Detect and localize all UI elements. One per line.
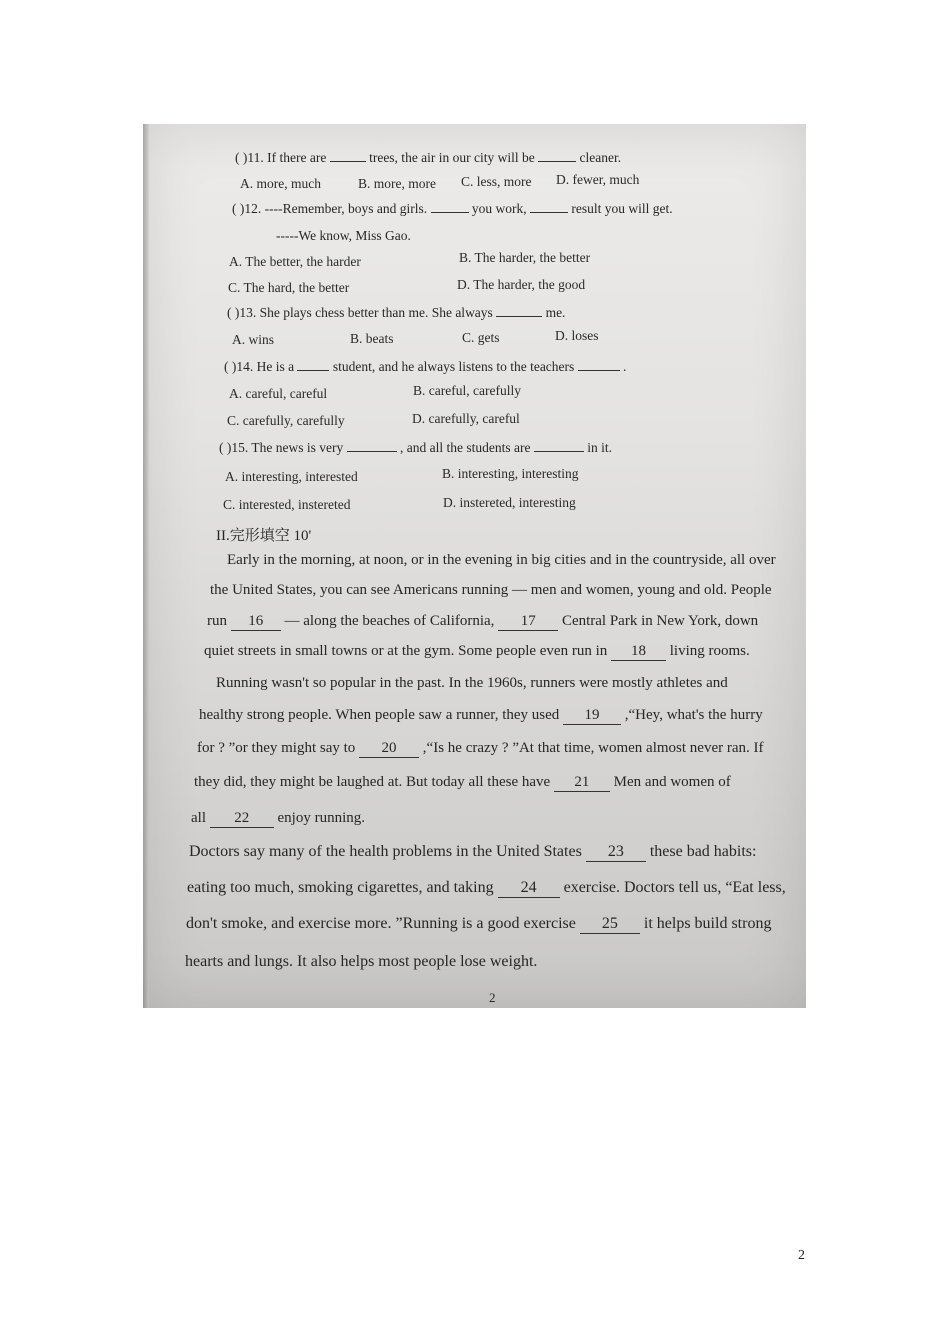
cloze-blank-25: 25 — [580, 915, 640, 934]
passage-text: enjoy running. — [277, 810, 365, 826]
passage-line-7 — [197, 740, 764, 758]
q15-option-b: B. interesting, interesting — [442, 466, 579, 481]
q12-mid: you work, — [471, 201, 527, 216]
q11-mid: trees, the air in our city will be — [369, 150, 535, 165]
q14-blank-1 — [297, 370, 329, 371]
q14-option-a: A. careful, careful — [229, 386, 328, 401]
q11-option-d: D. fewer, much — [556, 172, 640, 187]
q15-mid: , and all the students are — [399, 440, 531, 455]
passage-text: ,“Hey, what's the hurry — [624, 707, 763, 723]
question-15 — [219, 440, 612, 456]
passage-text: quiet streets in small towns or at the gym. Some people even run in — [204, 643, 608, 659]
q15-option-a: A. interesting, interested — [225, 469, 358, 484]
passage-line-3 — [207, 613, 758, 631]
passage-text: exercise. Doctors tell us, “Eat less, — [563, 879, 786, 896]
cloze-blank-19: 19 — [563, 707, 621, 725]
passage-text: Central Park in New York, down — [561, 613, 759, 629]
passage-text: run — [207, 613, 227, 629]
passage-line-12 — [186, 915, 771, 934]
q13-option-d: D. loses — [555, 328, 599, 343]
passage-line-2: the United States, you can see Americans running — men and women, young and old. People — [210, 582, 772, 598]
scanned-page-photo — [143, 124, 806, 1008]
q11-end: cleaner. — [579, 150, 622, 165]
q12-end: result you will get. — [571, 201, 673, 216]
q14-option-d: D. carefully, careful — [412, 411, 520, 426]
q14-stem: ( )14. He is a — [224, 359, 295, 374]
passage-line-5: Running wasn't so popular in the past. In the 1960s, runners were mostly athletes and — [216, 675, 728, 691]
q11-blank-2 — [538, 161, 576, 162]
q15-stem: ( )15. The news is very — [219, 440, 344, 455]
passage-line-4 — [204, 643, 750, 661]
passage-line-9 — [191, 810, 365, 828]
photo-page-number: 2 — [489, 990, 496, 1005]
q12-blank-2 — [530, 212, 568, 213]
q12-blank-1 — [431, 212, 469, 213]
q13-option-b: B. beats — [350, 331, 394, 346]
passage-text: Men and women of — [613, 774, 731, 790]
q12-reply: -----We know, Miss Gao. — [276, 228, 411, 243]
cloze-blank-16: 16 — [231, 613, 281, 631]
passage-text: — along the beaches of California, — [284, 613, 495, 629]
cloze-blank-22: 22 — [210, 810, 274, 828]
q11-option-c: C. less, more — [461, 174, 532, 189]
q11-option-a: A. more, much — [240, 176, 321, 191]
cloze-blank-23: 23 — [586, 843, 646, 862]
q14-end: . — [623, 359, 627, 374]
q14-blank-2 — [578, 370, 620, 371]
photo-edge-shadow — [143, 124, 149, 1008]
q12-option-b: B. The harder, the better — [459, 250, 591, 265]
passage-text: it helps build strong — [643, 915, 772, 932]
question-11 — [235, 150, 621, 166]
passage-text: don't smoke, and exercise more. ”Running is a good exercise — [186, 915, 576, 932]
cloze-blank-17: 17 — [498, 613, 558, 631]
cloze-blank-24: 24 — [498, 879, 560, 898]
passage-line-10 — [189, 843, 756, 862]
cloze-blank-21: 21 — [554, 774, 610, 792]
passage-text: ,“Is he crazy ? ”At that time, women almost never ran. If — [422, 740, 764, 756]
passage-text: these bad habits: — [649, 843, 757, 860]
q14-mid: student, and he always listens to the teachers — [332, 359, 575, 374]
q11-option-b: B. more, more — [358, 176, 436, 191]
q11-stem: ( )11. If there are — [235, 150, 327, 165]
question-12 — [232, 201, 673, 217]
q12-option-a: A. The better, the harder — [229, 254, 361, 269]
passage-text: they did, they might be laughed at. But today all these have — [194, 774, 551, 790]
passage-text: all — [191, 810, 206, 826]
q12-option-c: C. The hard, the better — [228, 280, 350, 295]
passage-text: Doctors say many of the health problems in the United States — [189, 843, 582, 860]
passage-line-6 — [199, 707, 763, 725]
section-heading-cloze: II.完形填空 10' — [216, 528, 312, 544]
q13-end: me. — [545, 305, 566, 320]
q15-option-d: D. instereted, interesting — [443, 495, 576, 510]
document-page-number: 2 — [798, 1248, 805, 1263]
passage-text: for ? ”or they might say to — [197, 740, 356, 756]
question-13 — [227, 305, 565, 321]
q14-option-b: B. careful, carefully — [413, 383, 521, 398]
q12-option-d: D. The harder, the good — [457, 277, 586, 292]
cloze-blank-18: 18 — [611, 643, 666, 661]
q15-end: in it. — [587, 440, 612, 455]
passage-text: eating too much, smoking cigarettes, and taking — [187, 879, 494, 896]
q15-blank-2 — [534, 451, 584, 452]
q15-blank-1 — [347, 451, 397, 452]
q12-stem: ( )12. ----Remember, boys and girls. — [232, 201, 428, 216]
q13-option-c: C. gets — [462, 330, 500, 345]
cloze-blank-20: 20 — [359, 740, 419, 758]
passage-line-8 — [194, 774, 731, 792]
q13-stem: ( )13. She plays chess better than me. She always — [227, 305, 493, 320]
passage-line-1: Early in the morning, at noon, or in the evening in big cities and in the countryside, all over — [227, 552, 776, 568]
passage-line-13: hearts and lungs. It also helps most people lose weight. — [185, 953, 538, 970]
q11-blank-1 — [330, 161, 366, 162]
q14-option-c: C. carefully, carefully — [227, 413, 345, 428]
passage-text: healthy strong people. When people saw a runner, they used — [199, 707, 560, 723]
q15-option-c: C. interested, instereted — [223, 497, 351, 512]
passage-line-11 — [187, 879, 786, 898]
passage-text: living rooms. — [669, 643, 750, 659]
q13-option-a: A. wins — [232, 332, 275, 347]
question-14 — [224, 359, 626, 375]
q13-blank — [496, 316, 542, 317]
